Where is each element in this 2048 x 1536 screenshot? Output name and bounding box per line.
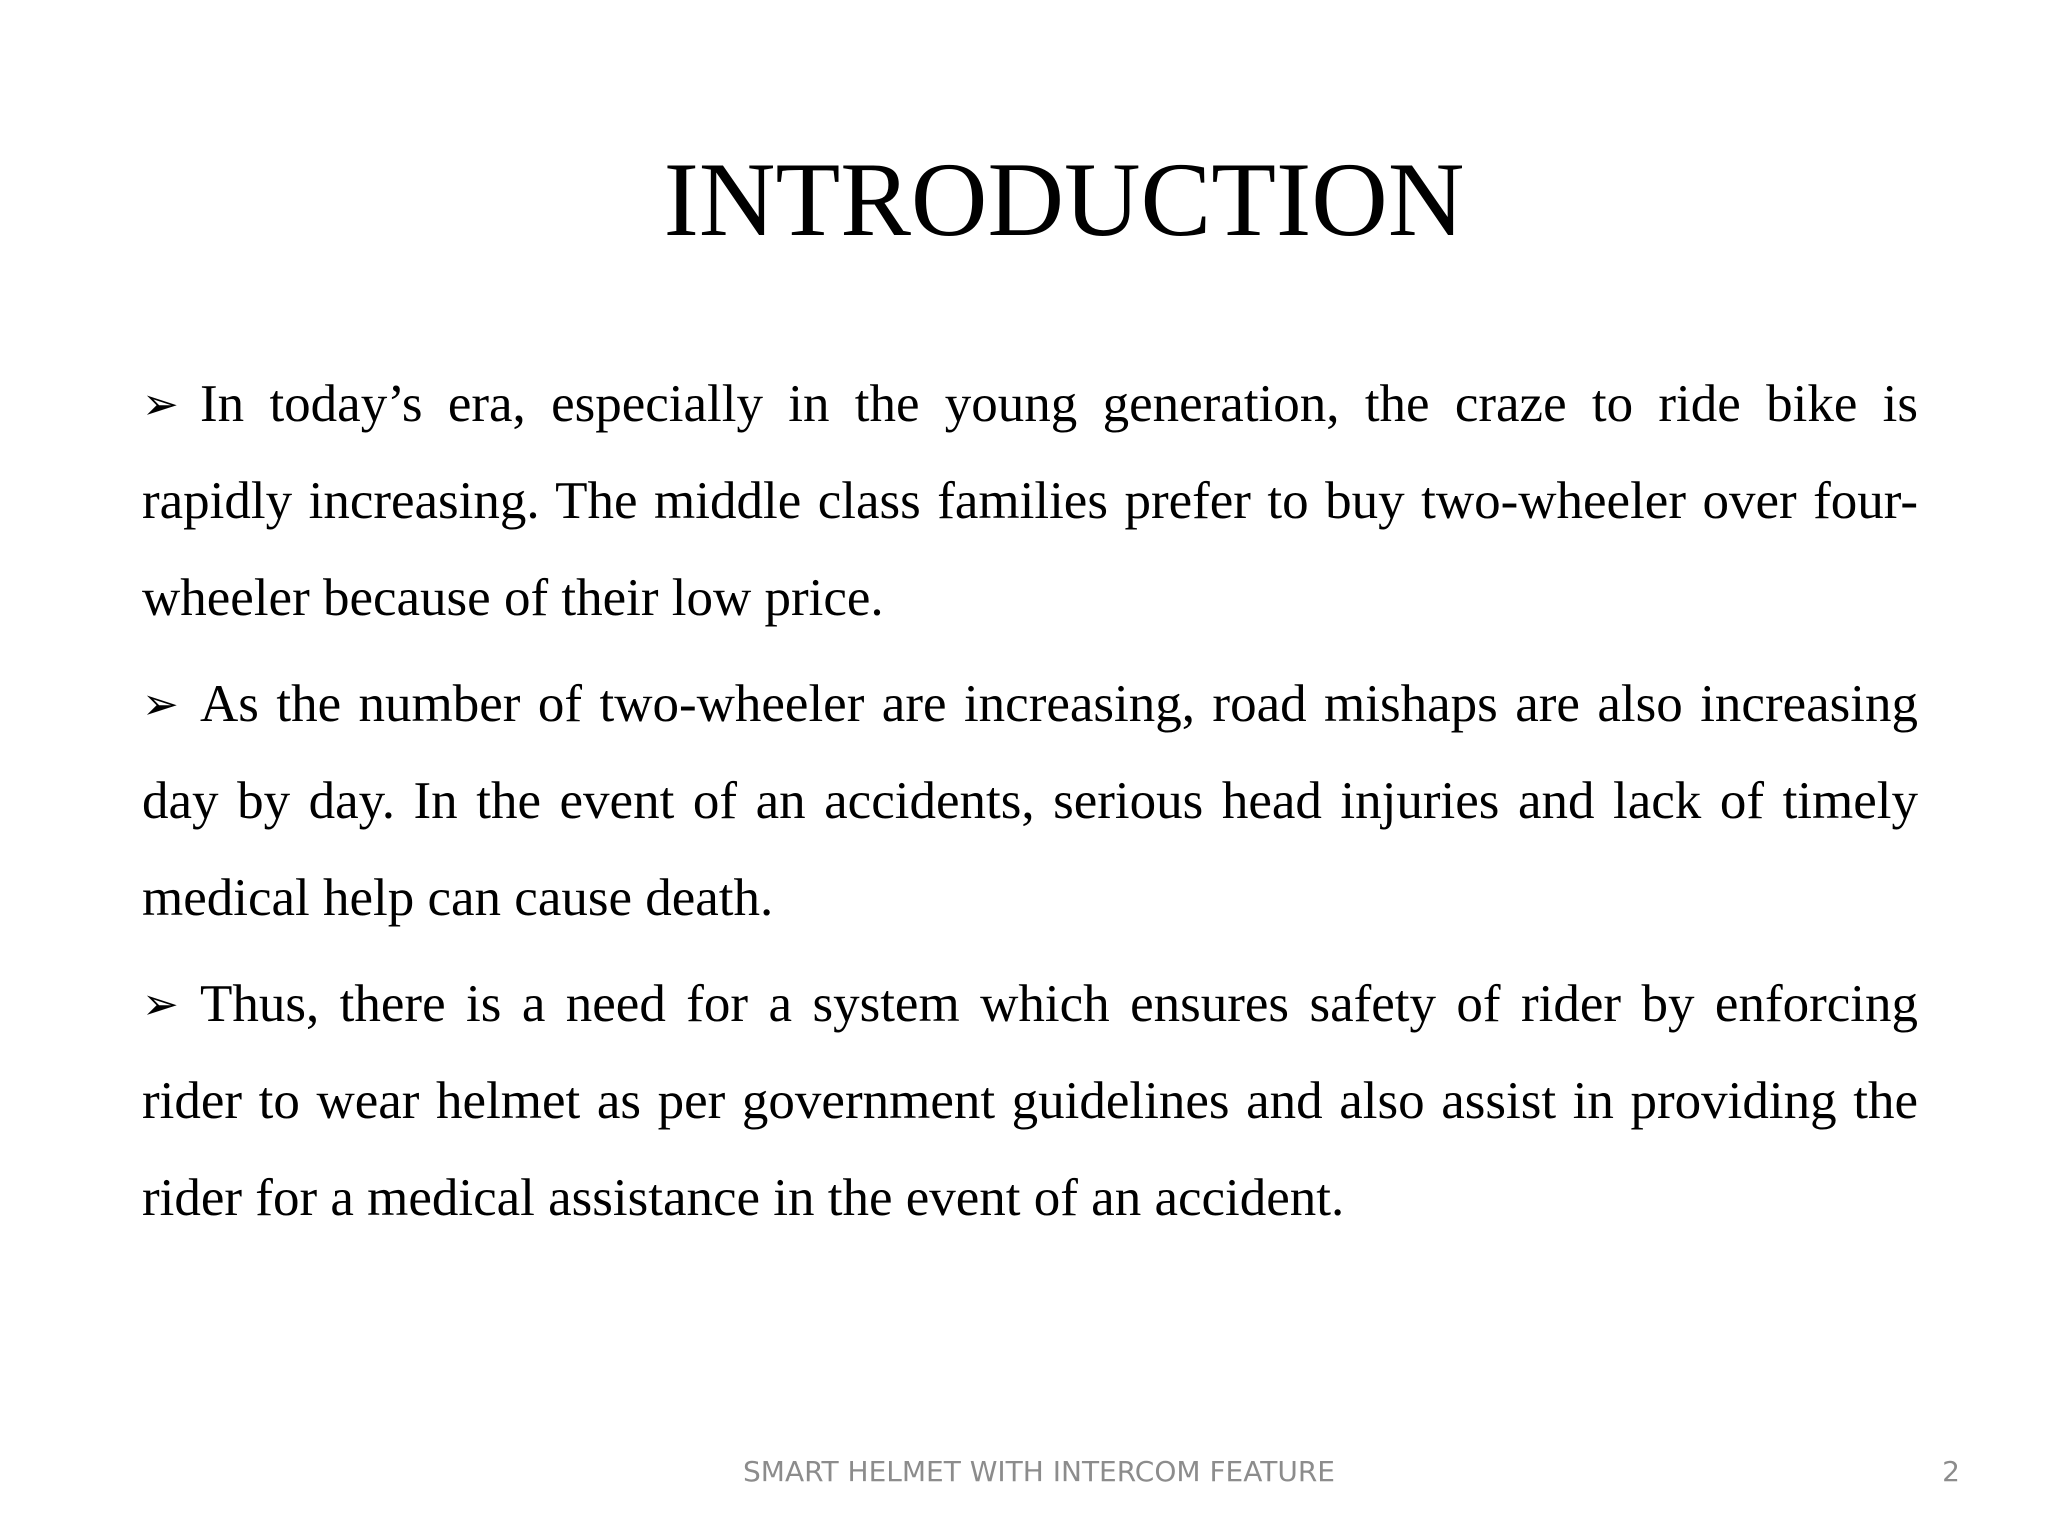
bullet-item bbox=[142, 356, 1918, 647]
bullet-list bbox=[142, 356, 1918, 1256]
bullet-text: In today’s era, especially in the young generation, the craze to ride bike is rapidly increasing. The middle class families prefer to buy two-wheeler over four-wheeler because of their low price. bbox=[142, 375, 1918, 627]
page-number: 2 bbox=[1942, 1455, 1960, 1488]
slide-title: INTRODUCTION bbox=[663, 141, 1465, 258]
slide-footer: SMART HELMET WITH INTERCOM FEATURE bbox=[743, 1455, 1335, 1488]
bullet-text: As the number of two-wheeler are increasing, road mishaps are also increasing day by day. In the event of an accidents, serious head injuries and lack of timely medical help can cause death. bbox=[142, 675, 1918, 927]
arrowhead-bullet-icon: ➢ bbox=[142, 379, 179, 430]
arrowhead-bullet-icon: ➢ bbox=[142, 679, 179, 730]
bullet-item bbox=[142, 656, 1918, 947]
bullet-item bbox=[142, 956, 1918, 1247]
bullet-text: Thus, there is a need for a system which ensures safety of rider by enforcing rider to wear helmet as per government guidelines and also assist in providing the rider for a medical assistance in the event of an accident. bbox=[142, 975, 1918, 1227]
arrowhead-bullet-icon: ➢ bbox=[142, 979, 179, 1030]
